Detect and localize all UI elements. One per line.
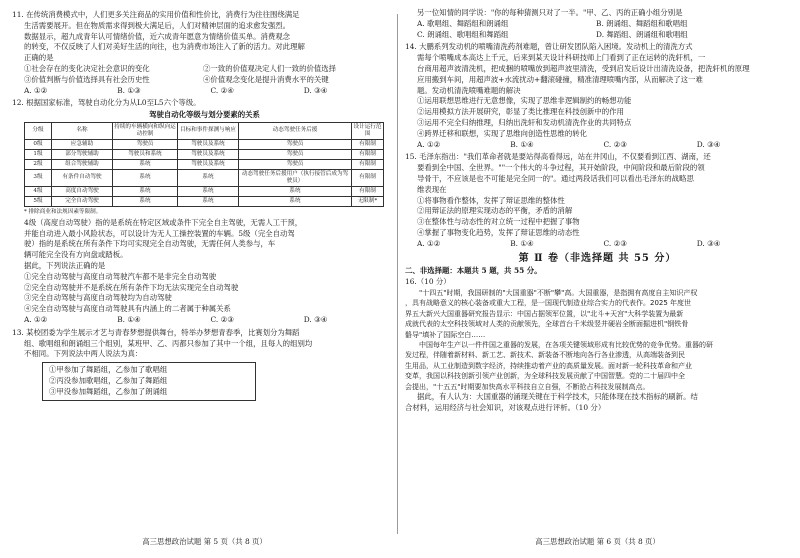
q15-stem-line: 导骨干，不应该是也不可能是完全同一的"。通过两段话我们可以看出毛泽东的战略思 <box>417 173 694 183</box>
table-cell: 2级 <box>25 159 52 169</box>
q11-stem-line: 的转变，不仅反映了人们对美好生活的向往，也为消费市场注入了新的活力。对此理解 <box>24 42 305 52</box>
table-cell: 系统 <box>178 169 239 186</box>
q12-answer: C. ②③ <box>210 314 234 324</box>
material-line: "十四五"时期，我国研制的"大国重器"不断"攀"高。大国重器，是指拥有高度自主知识产权 <box>419 288 698 297</box>
table-cell: 0级 <box>25 139 52 149</box>
table-cell: 有限制 <box>352 139 384 149</box>
guess-line: ②丙没参加歌唱组，乙参加了舞蹈组 <box>49 375 168 385</box>
q13-stem-line: 不相同。下列说法中两人说法为真： <box>24 349 143 359</box>
material-line: 中国每年生产以一件件国之重器的发展，在各项关键领域形成有比较优势的竞争优势。重器的研 <box>419 340 713 349</box>
table-header: 名称 <box>52 122 113 139</box>
table-header: 分级 <box>25 122 52 139</box>
table-header: 设计运行范围 <box>352 122 384 139</box>
q15-option: ④掌握了事物变化趋势，发挥了辩证思维的动态性 <box>417 227 580 237</box>
table-row <box>25 186 384 196</box>
page-footer: 高三思想政治试题 第 6 页（共 8 页） <box>535 537 660 547</box>
question-15 <box>405 152 790 249</box>
q14-stem-line: 题。发动机清洗喷嘴难题的解决 <box>417 85 521 95</box>
q15-answers <box>405 239 790 250</box>
q11-answer: D. ③④ <box>303 85 328 95</box>
table-cell: 驾驶员 <box>113 139 178 149</box>
table-cell: 3级 <box>25 169 52 186</box>
table-cell: 驾驶员及系统 <box>178 149 239 159</box>
q12-answer: D. ③④ <box>303 314 328 324</box>
left-page <box>12 8 397 548</box>
q15-answer: A. ①② <box>417 238 441 248</box>
q12-passage-line: 驶）指的是系统在所有条件下均可实现完全自动驾驶，无需任何人类参与，车 <box>24 239 276 249</box>
q16-material <box>405 288 790 392</box>
section-2 <box>405 254 790 414</box>
table-cell: 驾驶员及系统 <box>178 159 239 169</box>
q14-stem-line: 14. 大鹏系列发动机的喷嘴清洗药剂难题，曾让研发团队陷入困境。发动机上的清洗方式 <box>405 42 693 52</box>
table-cell: 驾驶员 <box>239 149 352 159</box>
question-13 <box>12 328 397 401</box>
q15-stem-line: 15. 毛泽东指出："我们革命者就是要站得高看得远，站在井冈山，不仅要看到江西、湖南，还 <box>405 152 711 162</box>
table-cell: 高度自动驾驶 <box>52 186 113 196</box>
q12-passage-line: 据此，下列说法正确的是 <box>24 260 106 270</box>
table-header: 持续的车辆横向和纵向运动控制 <box>113 122 178 139</box>
table-header: 动态驾驶任务后援 <box>239 122 352 139</box>
table-row <box>25 169 384 186</box>
table-cell: 系统 <box>113 186 178 196</box>
table-cell: 系统 <box>113 159 178 169</box>
table-cell: 1级 <box>25 149 52 159</box>
material-line: 成就代表的太空科技领域对人类的贡献领先，全球首台千米级竖井硬岩全断面掘进机"钢铁骨 <box>405 320 689 329</box>
table-cell: 驾驶员和系统 <box>113 149 178 159</box>
q11-answer: A. ①② <box>24 85 48 95</box>
table-cell: 有限制 <box>352 159 384 169</box>
q15-stem-line: 要看到全中国、全世界。""一个伟大的斗争过程，其开始阶段，中间阶段和最后阶段的领 <box>417 163 705 173</box>
table-row <box>25 139 384 149</box>
q13-stem-line: 组、歌唱组和朗诵组三个组别，某班甲、乙、丙都只参加了其中一个组，且每人的组别均 <box>24 338 313 348</box>
material-line: 会提出，"十五五"时期要加快高水平科技自立自强，不断抢占科技发展制高点。 <box>405 382 650 391</box>
question-13-continued <box>405 8 790 40</box>
q14-stem-line: 需每个喷嘴成本高达上千元，后来到某天设计科研技师上门看到了正在运转的洗轩机，一 <box>417 53 706 63</box>
q16-header: 16.（10 分） <box>405 277 451 287</box>
q13-answer: C. 朗诵组、歌唱组和舞蹈组 <box>417 29 509 39</box>
q12-stem: 12. 根据国家标准，驾驶自动化分为从L0至L5六个等级。 <box>12 98 201 108</box>
table-cell: 无限制* <box>352 196 384 206</box>
q11-stem-line: 数据显示，超九成青年认可情绪价值，近六成青年愿意为情绪价值买单。消费观念 <box>24 31 291 41</box>
q11-answer: C. ②④ <box>210 85 234 95</box>
table-cell: 5级 <box>25 196 52 206</box>
q12-answers <box>12 315 397 326</box>
question-12 <box>12 98 397 325</box>
section-title: 第 Ⅱ 卷（非选择题 共 55 分） <box>518 252 677 264</box>
question-14 <box>405 42 790 150</box>
page-footer: 高三思想政治试题 第 5 页（共 8 页） <box>142 537 267 547</box>
q16-ask-line: 合材料，运用经济与社会知识，对该观点进行评析。（10 分） <box>405 402 606 412</box>
q14-option: ①运用联想思维进行无意想像，实现了思维非逻辑制约的畅想功能 <box>417 96 632 106</box>
q15-option: ①将事物看作整体，发挥了辩证思维的整体性 <box>417 195 565 205</box>
q12-answer: B. ①④ <box>117 314 141 324</box>
table-cell: 系统 <box>239 186 352 196</box>
q14-stem-line: 台商用超声波清洗机，把成捆的喷嘴放到超声波里清洗，受到启发后设计出清洗设备，把洗轩机的原理 <box>417 63 750 73</box>
q13-stem-line: 13. 某校团委为学生展示才艺与青春梦想提供舞台，特举办梦想青春季，比赛划分为舞蹈 <box>12 327 300 337</box>
q13-answer: A. 歌唱组、舞蹈组和朗诵组 <box>417 18 509 28</box>
q13-answers <box>405 19 790 41</box>
material-line: 变革，我国以科技创新引领产业创新，为全球科技发展贡献了中国智慧。党的二十届四中全 <box>405 372 685 381</box>
q13-cont-line: 另一位知情的同学说："你的每种猜测只对了一半。"甲、乙、丙的正确小组分别是 <box>417 8 683 17</box>
table-row <box>25 159 384 169</box>
q11-answer: B. ①③ <box>117 85 141 95</box>
table-cell: 系统 <box>113 169 178 186</box>
table-cell: 系统 <box>178 186 239 196</box>
q12-passage-line: 辆可能完全没有方向盘或踏板。 <box>24 250 128 260</box>
q15-option: ②用辩证法的原理实现动态的平衡，矛盾的消解 <box>417 206 573 216</box>
q11-option: ①社会存在的变化决定社会意识的变化 <box>24 63 150 73</box>
q14-option: ③运用不完全归纳推理，归纳出洗轩和发动机清洗作业的共同特点 <box>417 117 632 127</box>
table-header-row <box>25 122 384 139</box>
guess-line: ③甲没参加舞蹈组，乙参加了朗诵组 <box>49 386 168 396</box>
q11-option: ②一致的价值观决定人们一致的价值选择 <box>203 63 337 73</box>
table-row <box>25 196 384 206</box>
q14-answer: A. ①② <box>417 139 441 149</box>
automation-level-table <box>24 122 384 207</box>
page-divider <box>397 14 398 534</box>
material-line: 发过程，伴随着新材料、新工艺、新技术、新装备不断地向各行各业渗透，从高端装备到民 <box>405 351 685 360</box>
q12-passage-line: 并能自动进入最小风险状态，可以设计为无人工操控装置的车辆。5级（完全自动驾 <box>24 228 295 238</box>
q14-answer: B. ①④ <box>510 139 534 149</box>
table-cell: 动态驾驶任务后援用户（执行接管后成为驾驶员） <box>239 169 352 186</box>
q12-answer: A. ①② <box>24 314 48 324</box>
table-cell: 系统 <box>239 196 352 206</box>
table-cell: 有限制 <box>352 149 384 159</box>
q14-option: ④跨界迁移和联想，实现了思维向创造性思维的转化 <box>417 128 587 138</box>
q11-options <box>12 64 397 86</box>
q14-stem-line: 应用搬到车间，用超声波+水流扰动+翻滚碰撞，精准清理喷嘴内部，从而解决了这一难 <box>417 74 703 84</box>
table-cell: 应急辅助 <box>52 139 113 149</box>
q12-passage-line: 4级（高度自动驾驶）指的是系统在特定区域或条件下完全自主驾驶，无需人工干预， <box>24 217 303 227</box>
section-subtitle: 二、非选择题：本题共 5 题，共 55 分。 <box>405 266 542 276</box>
q11-option: ③价值判断与价值选择具有社会历史性 <box>24 74 150 84</box>
table-cell: 驾驶员及系统 <box>178 139 239 149</box>
guess-line: ①甲参加了舞蹈组，乙参加了歌唱组 <box>49 365 168 375</box>
material-line: 界五大新兴大国重器研究报告显示：中国占据领军位置，以"北斗+天宫"大科学装置为最新 <box>405 309 684 318</box>
q11-stem-line: 正确的是 <box>24 53 54 63</box>
material-line: 生用品，从工业制造到数字经济，持续推动着产业的高质量发展。面对新一轮科技革命和产业 <box>405 361 692 370</box>
q11-option: ④价值观念变化是提升消费水平的关键 <box>203 74 329 84</box>
q14-option: ②运用模拟方法开展研究，彰显了类比推理在科技创新中的作用 <box>417 107 624 117</box>
q12-option: ③完全自动驾驶与高度自动驾驶均为自动驾驶 <box>24 293 172 303</box>
q11-stem-line: 11. 在传统消费模式中，人们更多关注商品的实用价值和性价比，消费行为往往围绕满足 <box>12 10 300 19</box>
table-cell: 有限制 <box>352 186 384 196</box>
guess-box <box>42 362 256 400</box>
q15-answer: C. ②③ <box>603 238 627 248</box>
q15-stem-line: 维表现在 <box>417 184 447 194</box>
q11-stem-line: 生活需要展开。但在物质需求得到极大满足后，人们对精神层面的追求愈发强烈。 <box>24 20 291 30</box>
question-11 <box>12 10 397 96</box>
table-header: 目标和事件探测与响应 <box>178 122 239 139</box>
table-cell: 系统 <box>113 196 178 206</box>
material-line: ，具有战略意义的核心装备或重大工程，是一国现代制造业综合实力的代表作。2025 年度世 <box>405 299 692 308</box>
q15-answer: B. ①④ <box>510 238 534 248</box>
table-cell: 部分驾驶辅助 <box>52 149 113 159</box>
table-cell: 有条件自动驾驶 <box>52 169 113 186</box>
table-row <box>25 149 384 159</box>
q16-ask-line: 据此，有人认为：大国重器的涌现关键在于科学技术，只能体现在技术指标的刷新。结 <box>417 391 698 401</box>
table-note: * 排除商业和法规因素等限制。 <box>24 208 102 215</box>
q12-option: ①完全自动驾驶与高度自动驾驶汽车都不是非完全自动驾驶 <box>24 271 217 281</box>
q12-option: ②完全自动驾驶并不是系统在所有条件下均无法实现完全自动驾驶 <box>24 282 239 292</box>
material-line: 骼导"填补了国际空白…… <box>405 330 486 339</box>
table-cell: 系统 <box>178 196 239 206</box>
q13-answer: D. 舞蹈组、朗诵组和歌唱组 <box>596 29 688 39</box>
q14-answer: C. ②③ <box>603 139 627 149</box>
q12-option: ④完全自动驾驶与高度自动驾驶具有内涵上的二者属于种属关系 <box>24 304 231 314</box>
table-cell: 有限制 <box>352 169 384 186</box>
table-title: 驾驶自动化等级与划分要素的关系 <box>149 110 260 120</box>
q11-answers <box>12 86 397 97</box>
table-cell: 4级 <box>25 186 52 196</box>
q15-option: ③在整体性与动态性的对立统一过程中把握了事物 <box>417 217 580 227</box>
table-cell: 组合驾驶辅助 <box>52 159 113 169</box>
table-cell: 驾驶员 <box>239 139 352 149</box>
table-cell: 驾驶员 <box>239 159 352 169</box>
right-page <box>405 8 790 548</box>
q15-answer: D. ③④ <box>696 238 721 248</box>
q14-answers <box>405 140 790 151</box>
table-cell: 完全自动驾驶 <box>52 196 113 206</box>
q14-answer: D. ③④ <box>696 139 721 149</box>
q13-answer: B. 朗诵组、舞蹈组和歌唱组 <box>596 18 688 28</box>
